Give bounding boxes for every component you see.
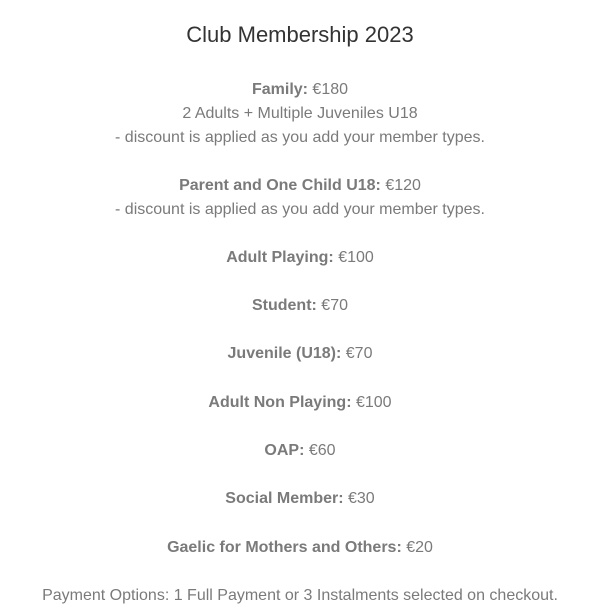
membership-note: - discount is applied as you add your member types. xyxy=(115,129,485,146)
membership-price: €70 xyxy=(341,345,373,362)
payment-options-footer: Payment Options: 1 Full Payment or 3 Instalments selected on checkout. xyxy=(42,587,558,604)
membership-price: €70 xyxy=(316,297,348,314)
membership-note: - discount is applied as you add your member types. xyxy=(115,201,485,218)
membership-note: 2 Adults + Multiple Juveniles U18 xyxy=(182,105,418,122)
membership-price: €20 xyxy=(401,539,433,556)
membership-price: €120 xyxy=(380,177,421,194)
membership-price: €30 xyxy=(343,490,375,507)
membership-adult-playing xyxy=(0,248,600,268)
membership-juvenile xyxy=(0,344,600,364)
membership-gaelic-mothers xyxy=(0,538,600,558)
membership-name: Student: xyxy=(251,297,317,314)
membership-oap xyxy=(0,441,600,461)
membership-price: €100 xyxy=(351,394,392,411)
page-title: Club Membership 2023 xyxy=(186,22,414,47)
membership-price: €60 xyxy=(304,442,336,459)
membership-social xyxy=(0,489,600,509)
membership-name: Social Member: xyxy=(225,490,344,507)
membership-price: €100 xyxy=(333,249,374,266)
membership-name: Adult Playing: xyxy=(226,249,334,266)
membership-adult-non-playing xyxy=(0,393,600,413)
membership-name: OAP: xyxy=(264,442,305,459)
membership-name: Parent and One Child U18: xyxy=(179,177,381,194)
membership-name: Juvenile (U18): xyxy=(227,345,342,362)
membership-name: Gaelic for Mothers and Others: xyxy=(167,539,402,556)
membership-parent-child xyxy=(0,176,600,196)
membership-price: €180 xyxy=(307,81,349,98)
membership-family xyxy=(0,80,600,100)
membership-name: Family: xyxy=(251,81,308,98)
membership-student xyxy=(0,296,600,316)
membership-name: Adult Non Playing: xyxy=(208,394,352,411)
